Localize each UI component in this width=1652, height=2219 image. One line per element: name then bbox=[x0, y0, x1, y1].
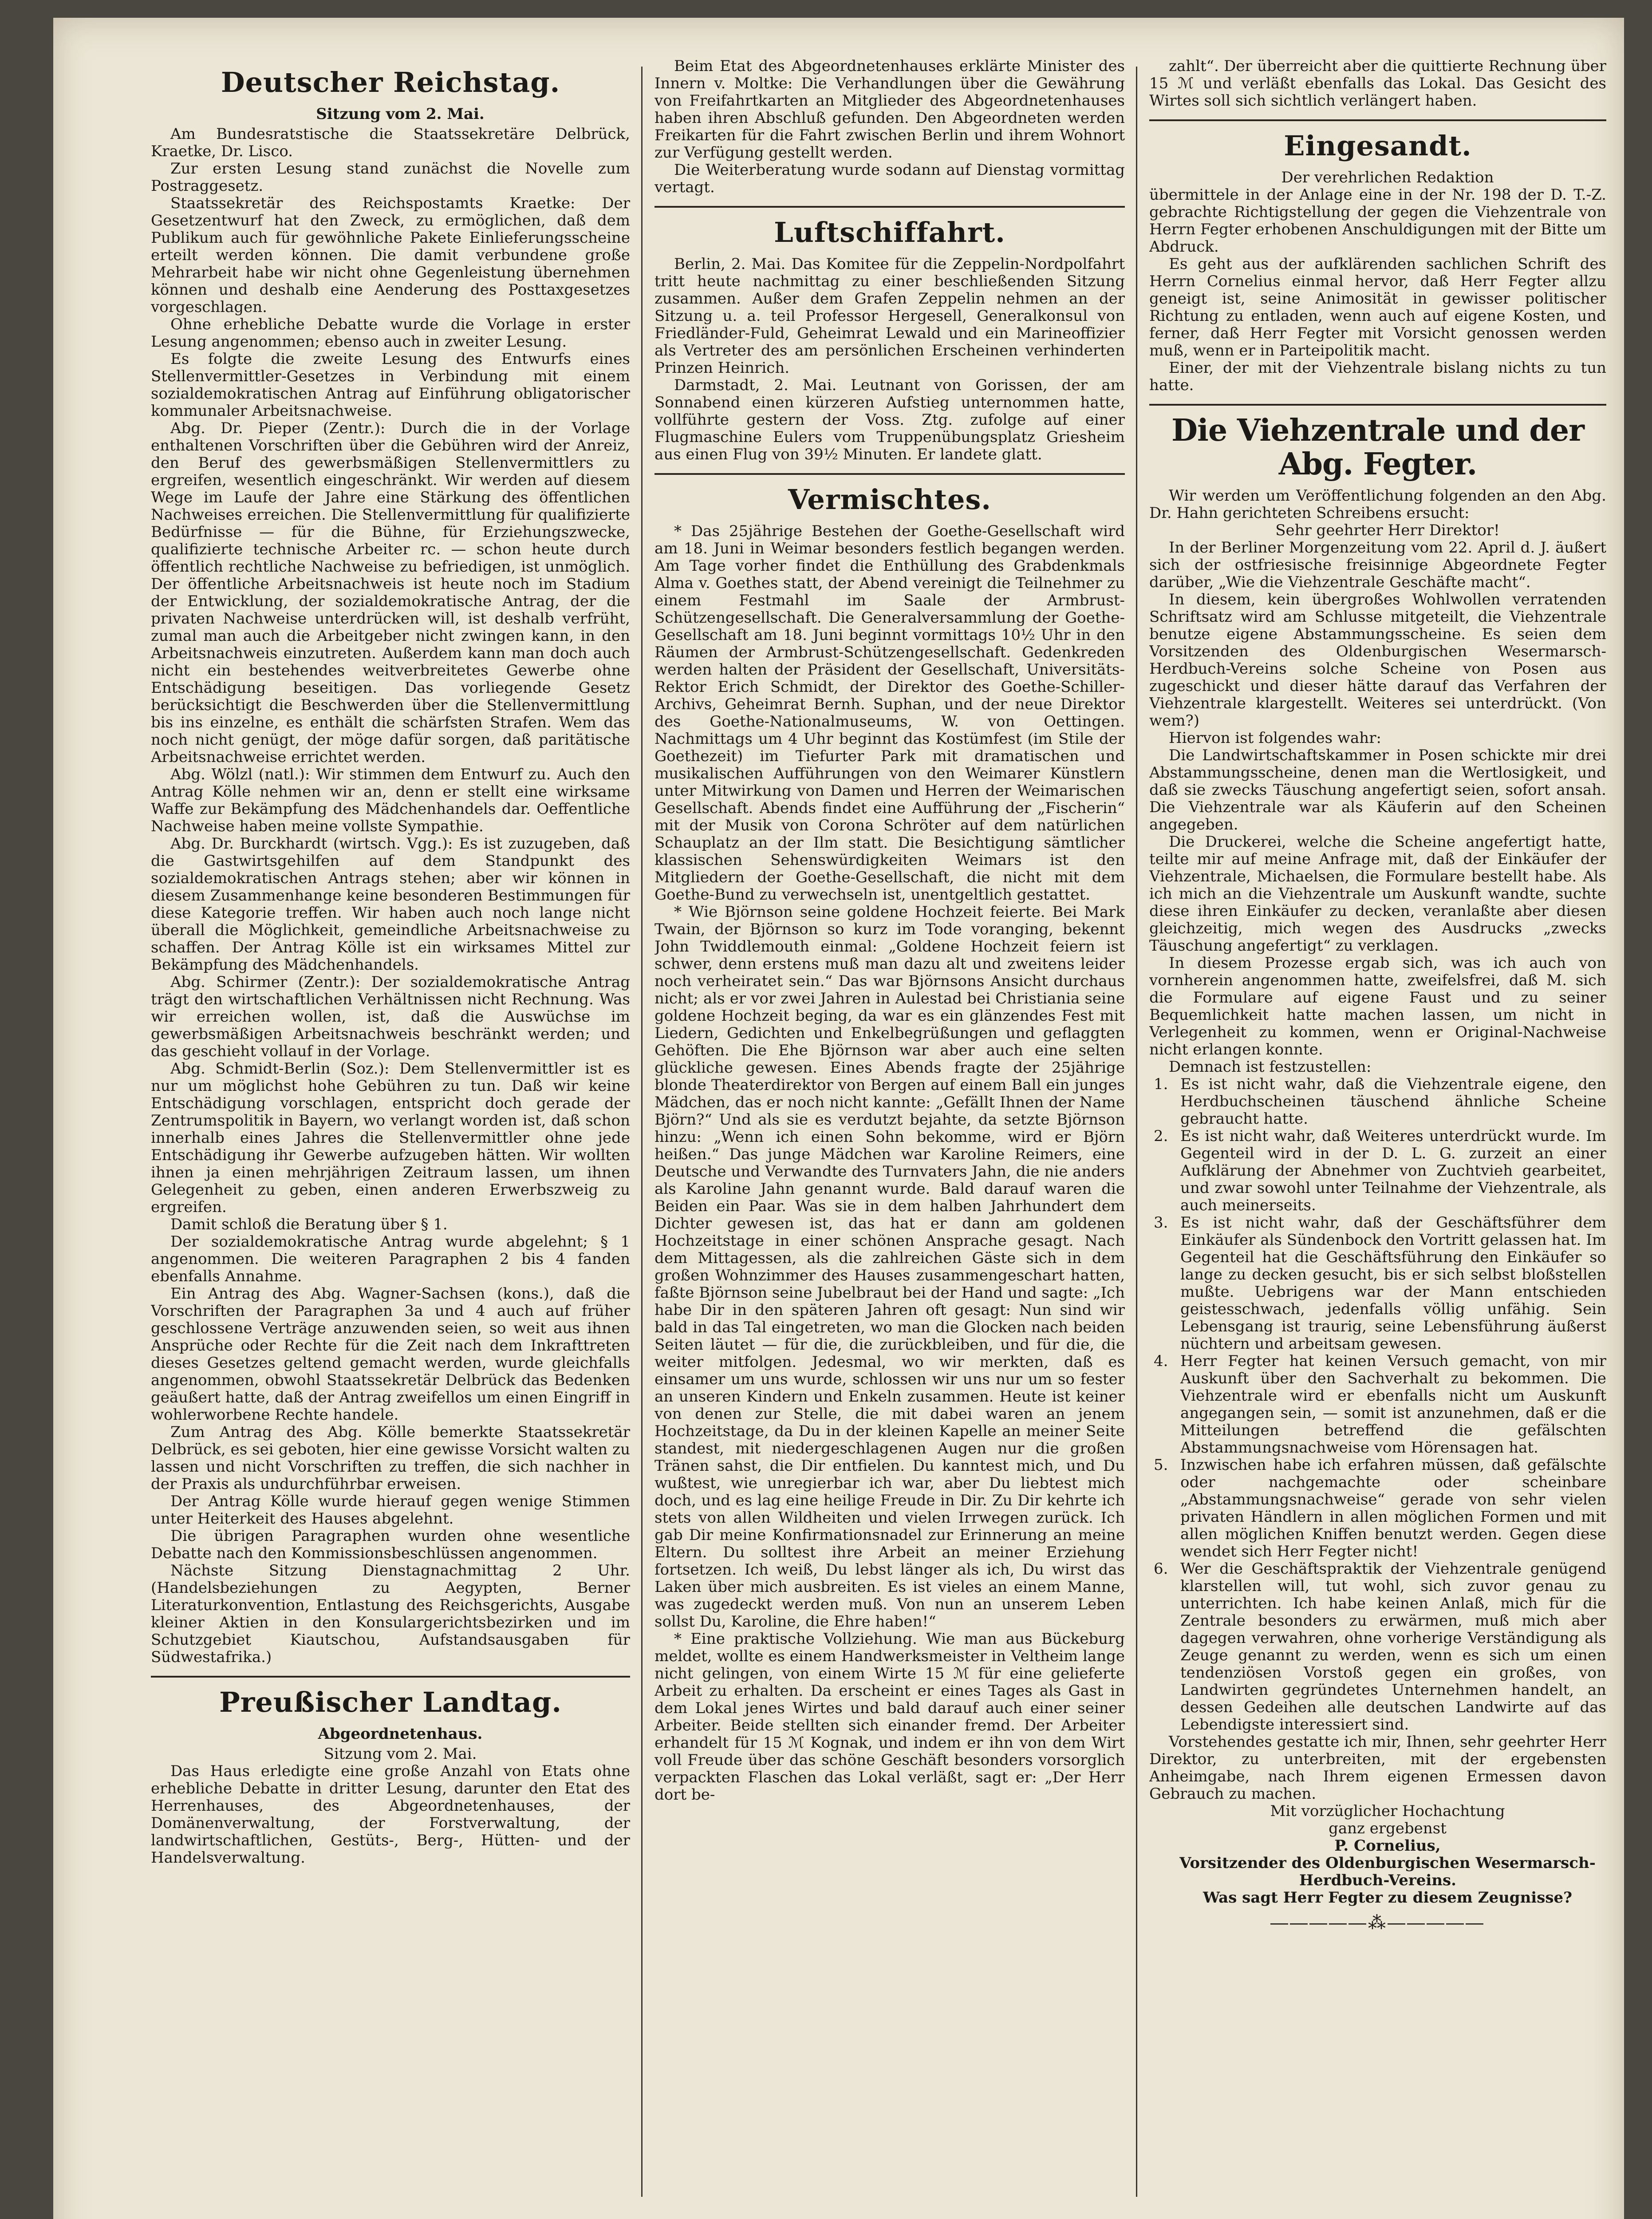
paragraph: Staatssekretär des Reichspostamts Kraetke: Der Gesetzentwurf hat den Zweck, zu ermöglichen, daß dem Publikum auch für gewöhnliche Pakete Einlieferungsscheine erteilt werden können. Die damit verbundene große Mehrarbeit habe wir nicht ohne Gegenleistung übernehmen können und deshalb eine Aenderung des Posttaxgesetzes vorgeschlagen. bbox=[151, 194, 630, 316]
numbered-list bbox=[1149, 1076, 1606, 1733]
session-date: Sitzung vom 2. Mai. bbox=[323, 1745, 477, 1763]
list-number: 4. bbox=[1154, 1352, 1168, 1370]
paragraph: In der Berliner Morgenzeitung vom 22. April d. J. äußert sich der ostfriesische freisinnige Abgeordnete Fegter darüber, „Wie die Viehzentrale Geschäfte macht“. bbox=[1149, 539, 1606, 591]
subsection-title: Abgeordnetenhaus. bbox=[318, 1725, 483, 1743]
section-title-landtag: Preußischer Landtag. bbox=[219, 1686, 562, 1718]
paragraph: Die Landwirtschaftskammer in Posen schickte mir drei Abstammungsscheine, denen man die Wertlosigkeit, und daß sie zwecks Täuschung angefertigt seien, sofort ansah. Die Viehzentrale war als Käuferin auf den Scheinen angegeben. bbox=[1149, 746, 1606, 833]
column-right bbox=[1149, 58, 1606, 2197]
column-rule bbox=[641, 67, 643, 2197]
paragraph: Das Haus erledigte eine große Anzahl von Etats ohne erhebliche Debatte in dritter Lesung, darunter den Etat des Herrenhauses, des Abgeordnetenhauses, der Domänenverwaltung, der Forstverwaltung, der landwirtschaftlichen, Gestüts-, Berg-, Hütten- und der Handelsverwaltung. bbox=[151, 1762, 630, 1867]
signature-name: P. Cornelius, bbox=[1334, 1837, 1441, 1855]
section-title-viehzentrale: Die Viehzentrale und der Abg. Fegter. bbox=[1171, 413, 1584, 482]
paragraph: Die Weiterberatung wurde sodann auf Dienstag vormittag vertagt. bbox=[654, 161, 1125, 196]
paragraph: Es folgte die zweite Lesung des Entwurfs eines Stellenvermittler-Gesetzes in Verbindung mit einem sozialdemokratischen Antrag auf Einführung obligatorischer kommunaler Arbeitsnachweise. bbox=[151, 350, 630, 420]
paragraph: Abg. Dr. Pieper (Zentr.): Durch die in der Vorlage enthaltenen Vorschriften über die Gebühren wird der Anreiz, den Beruf des gewerbsmäßigen Stellenvermittlers zu ergreifen, wesentlich eingeschränkt. Wir werden auf diesem Wege im Laufe der Jahre eine Stärkung des öffentlichen Nachweises erreichen. Die Stellenvermittlung für qualifizierte Bedürfnisse — für die Bühne, für Erziehungszwecke, qualifizierte technische Arbeiter rc. — schon heute durch öffentlich rechtliche Nachweise zu befriedigen, ist unmöglich. Der öffentliche Arbeitsnachweis ist heute noch im Stadium der Entwicklung, der sozialdemokratische Antrag, der die privaten Nachweise unterdrücken will, ist deshalb verfrüht, zumal man auch die Arbeitgeber nicht zwingen kann, in den Arbeitsnachweis einzutreten. Außerdem kann man doch auch nicht ein bestehendes weitverbreitetes Gewerbe ohne Entschädigung beseitigen. Das vorliegende Gesetz berücksichtigt die Beschwerden über die Stellenvermittlung bis ins einzelne, es enthält die schärfsten Strafen. Wem das noch nicht genügt, der möge dafür sorgen, daß paritätische Arbeitsnachweise errichtet werden. bbox=[151, 419, 630, 766]
paragraph: Darmstadt, 2. Mai. Leutnant von Gorissen, der am Sonnabend einen kürzeren Aufstieg unternommen hatte, vollführte gestern der Voss. Ztg. zufolge auf einer Flugmaschine Eulers vom Truppenübungsplatz Griesheim aus einen Flug von 39½ Minuten. Er landete glatt. bbox=[654, 376, 1125, 463]
session-date: Sitzung vom 2. Mai. bbox=[316, 105, 485, 123]
list-text: Es ist nicht wahr, daß die Viehzentrale eigene, den Herdbuchscheinen täuschend ähnliche Scheine gebraucht hatte. bbox=[1180, 1075, 1606, 1128]
list-item bbox=[1149, 1076, 1606, 1128]
paragraph: Abg. Schirmer (Zentr.): Der sozialdemokratische Antrag trägt den wirtschaftlichen Verhältnissen nicht Rechnung. Was wir erreichen wollen, ist, daß die Auswüchse im gewerbsmäßigen Arbeitsnachweis beschränkt werden; und das geschieht vollauf in der Vorlage. bbox=[151, 973, 630, 1060]
list-number: 2. bbox=[1154, 1127, 1168, 1145]
list-text: Herr Fegter hat keinen Versuch gemacht, von mir Auskunft über den Sachverhalt zu bekommen. Die Viehzentrale wird er ebenfalls nicht um Auskunft angegangen sein, — somit ist anzunehmen, daß er die Mitteilungen betreffend die gefälschten Abstammungsnachweise vom Hörensagen hat. bbox=[1180, 1352, 1606, 1457]
list-item bbox=[1149, 1560, 1606, 1733]
paragraph: In diesem Prozesse ergab sich, was ich auch von vornherein angenommen hatte, zweifelsfrei, daß M. sich die Formulare auf eigene Faust und zu seiner Bequemlichkeit hatte machen lassen, um nicht in Verlegenheit zu kommen, wenn er Original-Nachweise nicht erlangen konnte. bbox=[1149, 954, 1606, 1058]
paragraph: Zur ersten Lesung stand zunächst die Novelle zum Postraggesetz. bbox=[151, 160, 630, 195]
paragraph: Ein Antrag des Abg. Wagner-Sachsen (kons.), daß die Vorschriften der Paragraphen 3a und 4 auch auf früher geschlossene Verträge anzuwenden seien, so weit aus ihnen Ansprüche oder Rechte für die Zeit nach dem Inkrafttreten dieses Gesetzes geltend gemacht werden, wurde gleichfalls angenommen, obwohl Staatssekretär Delbrück das Bedenken geäußert hatte, daß der Antrag zweifellos um einen Eingriff in wohlerworbene Rechte handele. bbox=[151, 1285, 630, 1424]
salutation: Der verehrlichen Redaktion bbox=[1281, 169, 1494, 186]
paragraph: Nächste Sitzung Dienstagnachmittag 2 Uhr. (Handelsbeziehungen zu Aegypten, Berner Literaturkonvention, Entlastung des Reichsgerichts, Ausgabe kleiner Aktien in den Konsulargerichtsbezirken und im Schutzgebiet Kiautschou, Aufstandsausgaben für Südwestafrika.) bbox=[151, 1562, 630, 1666]
section-divider bbox=[151, 1676, 630, 1678]
paragraph: zahlt“. Der überreicht aber die quittierte Rechnung über 15 ℳ und verläßt ebenfalls das Lokal. Das Gesicht des Wirtes soll sich sichtlich verlängert haben. bbox=[1149, 58, 1606, 110]
section-divider bbox=[654, 473, 1125, 475]
paragraph: Der Antrag Kölle wurde hierauf gegen wenige Stimmen unter Heiterkeit des Hauses abgelehnt. bbox=[151, 1492, 630, 1528]
paragraph: * Das 25jährige Bestehen der Goethe-Gesellschaft wird am 18. Juni in Weimar besonders festlich begangen werden. Am Tage vorher findet die Enthüllung des Grabdenkmals Alma v. Goethes statt, der Abend vereinigt die Teilnehmer zu einem Festmahl im Saale der Armbrust-Schützengesellschaft. Die Generalversammlung der Goethe-Gesellschaft am 18. Juni beginnt vormittags 10½ Uhr in den Räumen der Armbrust-Schützengesellschaft. Gedenkreden werden halten der Präsident der Gesellschaft, Universitäts-Rektor Erich Schmidt, der Direktor des Goethe-Schiller-Archivs, Geheimrat Bernh. Suphan, und der neue Direktor des Goethe-Nationalmuseums, W. von Oettingen. Nachmittags um 4 Uhr beginnt das Kostümfest (im Stile der Goethezeit) im Tiefurter Park mit dramatischen und musikalischen Aufführungen von den Weimarer Künstlern unter Mitwirkung von Damen und Herren der Weimarischen Gesellschaft. Abends findet eine Aufführung der „Fischerin“ mit der Musik von Corona Schröter auf dem natürlichen Schauplatz an der Ilm statt. Die Besichtigung sämtlicher klassischen Sehenswürdigkeiten Weimars ist den Mitgliedern der Goethe-Gesellschaft, die nicht mit dem Goethe-Bund zu verwechseln ist, unentgeltlich gestattet. bbox=[654, 522, 1125, 904]
list-item bbox=[1149, 1353, 1606, 1457]
section-title-vermischtes: Vermischtes. bbox=[788, 483, 991, 516]
paragraph: Demnach ist festzustellen: bbox=[1169, 1058, 1372, 1076]
paragraph: Abg. Schmidt-Berlin (Soz.): Dem Stellenvermittler ist es nur um möglichst hohe Gebühren zu tun. Daß wir keine Entschädigung vorschlagen, entspricht doch gerade der Zentrumspolitik in Bayern, wo verlangt worden ist, daß schon innerhalb eines Jahres die Stellenvermittler ohne jede Entschädigung ihr Gewerbe aufzugeben hätten. Wir wollten ihnen ja einen mehrjährigen Zeitraum lassen, um ihnen Gelegenheit zu geben, einen anderen Erwerbszweig zu ergreifen. bbox=[151, 1060, 630, 1216]
list-number: 3. bbox=[1154, 1214, 1168, 1232]
paragraph: Abg. Wölzl (natl.): Wir stimmen dem Entwurf zu. Auch den Antrag Kölle nehmen wir an, denn er stellt eine wirksame Waffe zur Bekämpfung des Mädchenhandels dar. Oeffentliche Nachweise haben meine vollste Sympathie. bbox=[151, 766, 630, 835]
paragraph: Damit schloß die Beratung über § 1. bbox=[170, 1216, 448, 1233]
section-divider bbox=[1149, 404, 1606, 406]
paragraph: Berlin, 2. Mai. Das Komitee für die Zeppelin-Nordpolfahrt tritt heute nachmittag zu einer beschließenden Sitzung zusammen. Außer dem Grafen Zeppelin nehmen an der Sitzung u. a. teil Professor Hergesell, Generalkonsul von Friedländer-Fuld, Geheimrat Lewald und ein Marineoffizier als Vertreter des am persönlichen Erscheinen verhinderten Prinzen Heinrich. bbox=[654, 255, 1125, 377]
paragraph: Es geht aus der aufklärenden sachlichen Schrift des Herrn Cornelius einmal hervor, daß Herr Fegter allzu geneigt ist, seine Animosität in gewisser politischer Richtung zu entladen, wenn auch auf eigene Kosten, und ferner, daß Herr Fegter mit Vorsicht genossen werden muß, wenn er in Parteipolitik macht. bbox=[1149, 255, 1606, 359]
section-title-luftschiffahrt: Luftschiffahrt. bbox=[774, 216, 1005, 249]
column-rule bbox=[1136, 67, 1137, 2197]
column-middle bbox=[654, 58, 1125, 2197]
paragraph: * Eine praktische Vollziehung. Wie man aus Bückeburg meldet, wollte es einem Handwerksmeister in Veltheim lange nicht gelingen, von einem Wirte 15 ℳ für eine gelieferte Arbeit zu erhalten. Da erscheint er eines Tages als Gast in dem Lokal jenes Wirtes und bald darauf auch einer seiner Arbeiter. Beide stellten sich einander fremd. Der Arbeiter erhandelt für 15 ℳ Kognak, und indem er ihn von dem Wirt voll Freude über das schöne Geschäft besonders vorsorglich verpackten Flaschen das Lokal verläßt, sagt er: „Der Herr dort be- bbox=[654, 1630, 1125, 1804]
paragraph: Abg. Dr. Burckhardt (wirtsch. Vgg.): Es ist zuzugeben, daß die Gastwirtsgehilfen auf dem Standpunkt des sozialdemokratischen Antrags stehen; aber wir können in diesem Zusammenhange keine besonderen Bestimmungen für diese Kategorie treffen. Wir haben auch noch lange nicht überall die Möglichkeit, gemeindliche Arbeitsnachweise zu schaffen. Der Antrag Kölle ist ein wirksames Mittel zur Bekämpfung des Mädchenhandels. bbox=[151, 835, 630, 974]
paragraph: Einer, der mit der Viehzentrale bislang nichts zu tun hatte. bbox=[1149, 359, 1606, 394]
list-number: 6. bbox=[1154, 1560, 1168, 1578]
paragraph: Hiervon ist folgendes wahr: bbox=[1169, 729, 1381, 747]
section-title-eingesandt: Eingesandt. bbox=[1284, 130, 1472, 162]
paragraph: In diesem, kein übergroßes Wohlwollen verratenden Schriftsatz wird am Schlusse mitgeteilt, die Viehzentrale benutze eigene Abstammungsscheine. Es seien dem Vorsitzenden des Oldenburgischen Wesermarsch-Herdbuch-Vereins solche Scheine von Posen aus zugeschickt und dieser hätte darauf das Verfahren der Viehzentrale klargestellt. Weiteres sei unterdrückt. (Von wem?) bbox=[1149, 591, 1606, 730]
list-item bbox=[1149, 1214, 1606, 1353]
list-number: 1. bbox=[1154, 1075, 1168, 1093]
closing: ganz ergebenst bbox=[1329, 1820, 1447, 1837]
paragraph: übermittele in der Anlage eine in der Nr. 198 der D. T.-Z. gebrachte Richtigstellung der gegen die Viehzentrale von Herrn Fegter erhobenen Anschuldigungen mit der Bitte um Abdruck. bbox=[1149, 186, 1606, 256]
section-divider bbox=[654, 206, 1125, 208]
list-item bbox=[1149, 1128, 1606, 1214]
greeting: Sehr geehrter Herr Direktor! bbox=[1275, 521, 1500, 539]
list-text: Es ist nicht wahr, daß Weiteres unterdrückt wurde. Im Gegenteil wird in der D. L. G. zurzeit an einer Aufklärung der Abnehmer von Zuchtvieh gearbeitet, und zwar sowohl unter Teilnahme der Viehzentrale, als auch meinerseits. bbox=[1180, 1127, 1606, 1214]
section-divider bbox=[1149, 119, 1606, 121]
signature-title: Vorsitzender des Oldenburgischen Wesermarsch-Herdbuch-Vereins. bbox=[1179, 1854, 1596, 1889]
list-text: Es ist nicht wahr, daß der Geschäftsführer dem Einkäufer als Sündenbock den Vortritt gelassen hat. Im Gegenteil hat die Geschäftsführung den Einkäufer so lange zu decken gesucht, bis er sich selbst bloßstellen mußte. Uebrigens war der Mann entschieden geistesschwach, jedenfalls völlig unfähig. Sein Lebensgang ist traurig, seine Lebensführung äußerst nüchtern und arbeitsam gewesen. bbox=[1180, 1214, 1606, 1353]
closing: Mit vorzüglicher Hochachtung bbox=[1270, 1802, 1505, 1820]
ornament-divider: ―――――⁂――――― bbox=[1270, 1913, 1485, 1933]
paragraph: Die übrigen Paragraphen wurden ohne wesentliche Debatte nach den Kommissionsbeschlüssen angenommen. bbox=[151, 1527, 630, 1562]
section-title-reichstag: Deutscher Reichstag. bbox=[221, 66, 560, 99]
paragraph: * Wie Björnson seine goldene Hochzeit feierte. Bei Mark Twain, der Björnson so kurz im Tode voranging, bekennt John Twiddlemouth einmal: „Goldene Hochzeit feiern ist schwer, denn erstens muß man dazu alt und zweitens leider noch verheiratet sein.“ Das war Björnsons Ansicht durchaus nicht; als er vor zwei Jahren in Aulestad bei Christiania seine goldene Hochzeit beging, da war es ein glänzendes Fest mit Liedern, Gedichten und Enkelbegrüßungen und geflaggten Gehöften. Die Ehe Björnson war aber auch eine selten glückliche gewesen. Eines Abends fragte der 25jährige blonde Theaterdirektor von Bergen auf einem Ball ein junges Mädchen, das er noch nicht kannte: „Gefällt Ihnen der Name Björn?“ Und als sie es verdutzt bejahte, da setzte Björnson hinzu: „Wenn ich einen Sohn bekomme, wird er Björn heißen.“ Das junge Mädchen war Karoline Reimers, eine Deutsche und Verwandte des Turnvaters Jahn, die nie anders als Karoline Jahn genannt wurde. Bald darauf waren die Beiden ein Paar. Was sie in dem halben Jahrhundert dem Dichter gewesen ist, das hat er dann am goldenen Hochzeitstage in einer schönen Ansprache gesagt. Nach dem Mittagessen, als die zahlreichen Gäste sich in dem großen Wohnzimmer des Hauses zusammengeschart hatten, faßte Björnson seine Jubelbraut bei der Hand und sagte: „Ich habe Dir in den späteren Jahren oft gesagt: Nun sind wir bald in das Tal eingetreten, wo man die Glocken nach beiden Seiten läutet — für die, die zurückbleiben, und für die, die weiter mitfolgen. Jedesmal, wo wir merkten, daß es einsamer um uns wurde, schlossen wir uns nur um so fester an unseren Kindern und Enkeln zusammen. Heute ist keiner von denen zur Stelle, die mit dabei waren an jenem Hochzeitstage, da Du in der kleinen Kapelle an meiner Seite standest, mit niedergeschlagenen Augen nur die großen Tränen sahst, die Dir entfielen. Du kanntest mich, und Du wußtest, wie unregierbar ich war, aber Du liebtest mich doch, und es lag eine heilige Freude in Dir. Zu Dir kehrte ich stets von allen Wildheiten und vielen Irrwegen zurück. Ich gab Dir meine Konfirmationsnadel zur Erinnerung an meine Eltern. Du solltest ihre Arbeit an meiner Erziehung fortsetzen. Ich weiß, Du lebst länger als ich, Du wirst das Laken über mich ausbreiten. Es ist vieles an einem Manne, was zugedeckt werden muß. Von nun an unserem Leben sollst Du, Karoline, die Ehre haben!“ bbox=[654, 903, 1125, 1631]
list-text: Wer die Geschäftspraktik der Viehzentrale genügend klarstellen will, tut wohl, sich zuvor genau zu unterrichten. Ich habe keinen Anlaß, mich für die Zentrale besonders zu erwärmen, muß mich aber dagegen verwahren, ohne vorherige Verständigung als Zeuge genannt zu werden, wenn es sich um einen tendenziösen Vorstoß gegen ein großes, von Landwirten gegründetes Unternehmen handelt, an dessen Gedeihen alle deutschen Landwirte auf das Lebendigste interessiert sind. bbox=[1180, 1560, 1606, 1733]
paragraph: Vorstehendes gestatte ich mir, Ihnen, sehr geehrter Herr Direktor, zu unterbreiten, mit der ergebensten Anheimgabe, nach Ihrem eigenen Ermessen davon Gebrauch zu machen. bbox=[1149, 1733, 1606, 1803]
list-text: Inzwischen habe ich erfahren müssen, daß gefälschte oder nachgemachte oder scheinbare „Abstammungsnachweise“ gerade von sehr vielen privaten Händlern in allen möglichen Formen und mit allen möglichen Kniffen benutzt werden. Gegen diese wendet sich Herr Fegter nicht! bbox=[1180, 1456, 1606, 1560]
column-left bbox=[151, 58, 630, 2197]
editorial-question: Was sagt Herr Fegter zu diesem Zeugnisse? bbox=[1203, 1889, 1573, 1907]
paragraph: Zum Antrag des Abg. Kölle bemerkte Staatssekretär Delbrück, es sei geboten, hier eine gewisse Vorsicht walten zu lassen und nicht Vorschriften zu treffen, die sich nachher in der Praxis als undurchführbar erweisen. bbox=[151, 1423, 630, 1493]
paragraph: Ohne erhebliche Debatte wurde die Vorlage in erster Lesung angenommen; ebenso auch in zweiter Lesung. bbox=[151, 316, 630, 351]
list-number: 5. bbox=[1154, 1456, 1168, 1474]
newspaper-page bbox=[53, 18, 1624, 2219]
paragraph: Am Bundesratstische die Staatssekretäre Delbrück, Kraetke, Dr. Lisco. bbox=[151, 125, 630, 160]
list-item bbox=[1149, 1457, 1606, 1560]
paragraph: Der sozialdemokratische Antrag wurde abgelehnt; § 1 angenommen. Die weiteren Paragraphen 2 bis 4 fanden ebenfalls Annahme. bbox=[151, 1233, 630, 1285]
paragraph: Die Druckerei, welche die Scheine angefertigt hatte, teilte mir auf meine Anfrage mit, daß der Einkäufer der Viehzentrale, Michaelsen, die Formulare bestellt habe. Als ich mich an die Viehzentrale um Auskunft wandte, suchte diese ihren Einkäufer zu decken, veranlaßte aber diesen gleichzeitig, mich wegen des Ausdrucks „zwecks Täuschung angefertigt“ zu verklagen. bbox=[1149, 833, 1606, 955]
paragraph: Wir werden um Veröffentlichung folgenden an den Abg. Dr. Hahn gerichteten Schreibens ersucht: bbox=[1149, 487, 1606, 522]
paragraph: Beim Etat des Abgeordnetenhauses erklärte Minister des Innern v. Moltke: Die Verhandlungen über die Gewährung von Freifahrtkarten an Mitglieder des Abgeordnetenhauses haben ihren Abschluß gefunden. Den Abgeordneten werden Freikarten für die Fahrt zwischen Berlin und ihrem Wohnort zur Verfügung gestellt werden. bbox=[654, 58, 1125, 162]
